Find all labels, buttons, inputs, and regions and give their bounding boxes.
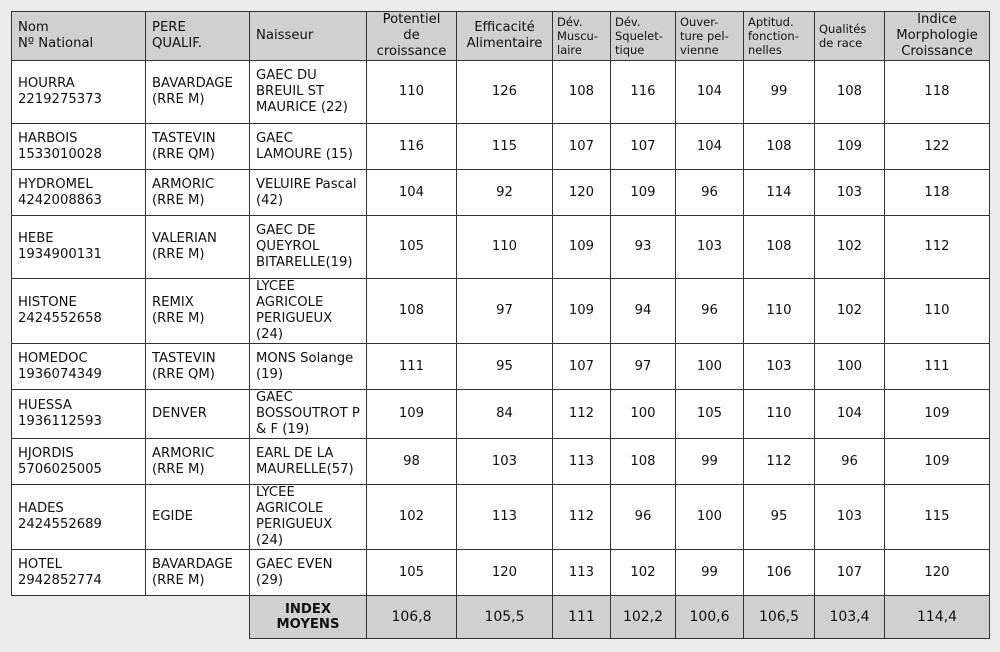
cell-pere-qualif: (RRE M) (152, 311, 205, 326)
header-nom (12, 12, 146, 61)
cell-pere (146, 390, 250, 439)
cell-potentiel: 105 (367, 216, 457, 279)
cell-naisseur: GAEC DE QUEYROL BITARELLE(19) (250, 216, 367, 279)
header-nom-line1: Nom (18, 20, 49, 35)
cell-nom-nom: HYDROMEL (18, 176, 93, 192)
header-ouverture: Ouver-ture pel-vienne (676, 12, 744, 61)
cell-indice: 110 (885, 279, 990, 344)
cell-nom-numero: 1936112593 (18, 414, 102, 429)
table-row (12, 279, 990, 344)
cell-aptitud: 106 (744, 550, 815, 596)
avg-indice: 114,4 (885, 596, 990, 639)
cell-efficacite: 95 (457, 344, 553, 390)
cell-nom-numero: 2424552689 (18, 517, 102, 532)
cell-nom (12, 344, 146, 390)
cell-ouverture: 104 (676, 124, 744, 170)
cell-indice: 112 (885, 216, 990, 279)
header-pere-line2: QUALIF. (152, 36, 202, 51)
cell-naisseur: GAEC BOSSOUTROT P & F (19) (250, 390, 367, 439)
cell-nom-numero: 5706025005 (18, 461, 102, 477)
cell-qualites: 102 (815, 216, 885, 279)
cell-ouverture: 104 (676, 61, 744, 124)
cell-ouverture: 99 (676, 550, 744, 596)
header-pere (146, 12, 250, 61)
cell-pere-qualif: (RRE M) (152, 247, 205, 262)
cell-aptitud: 95 (744, 485, 815, 550)
header-efficacite: Efficacité Alimentaire (457, 12, 553, 61)
cell-efficacite: 97 (457, 279, 553, 344)
cell-qualites: 109 (815, 124, 885, 170)
cell-nom (12, 550, 146, 596)
cell-pere-pere: TASTEVIN (152, 130, 216, 146)
table-row (12, 61, 990, 124)
avg-dev-musc: 111 (553, 596, 611, 639)
cell-nom (12, 61, 146, 124)
cell-nom (12, 390, 146, 439)
cell-aptitud: 103 (744, 344, 815, 390)
cell-pere (146, 124, 250, 170)
cell-nom (12, 124, 146, 170)
cell-dev-musc: 112 (553, 390, 611, 439)
cell-potentiel: 108 (367, 279, 457, 344)
cell-dev-squel: 94 (611, 279, 676, 344)
cell-ouverture: 96 (676, 279, 744, 344)
footer-blank (12, 596, 250, 639)
cell-dev-squel: 100 (611, 390, 676, 439)
cell-nom-numero: 2219275373 (18, 92, 102, 107)
cell-nom (12, 170, 146, 216)
cell-potentiel: 105 (367, 550, 457, 596)
table-row (12, 344, 990, 390)
cell-nom-nom: HISTONE (18, 295, 77, 310)
cell-pere (146, 550, 250, 596)
cell-efficacite: 120 (457, 550, 553, 596)
avg-qualites: 103,4 (815, 596, 885, 639)
footer-row (12, 596, 990, 639)
cell-efficacite: 110 (457, 216, 553, 279)
cell-naisseur: EARL DE LA MAURELLE(57) (250, 439, 367, 485)
cell-pere-pere: BAVARDAGE (152, 556, 233, 572)
cell-potentiel: 104 (367, 170, 457, 216)
avg-efficacite: 105,5 (457, 596, 553, 639)
cell-aptitud: 112 (744, 439, 815, 485)
avg-ouverture: 100,6 (676, 596, 744, 639)
header-dev-musc: Dév. Muscu-laire (553, 12, 611, 61)
cell-dev-squel: 108 (611, 439, 676, 485)
cell-nom-numero: 2942852774 (18, 572, 102, 588)
cell-dev-squel: 93 (611, 216, 676, 279)
cell-potentiel: 110 (367, 61, 457, 124)
cell-potentiel: 98 (367, 439, 457, 485)
cell-pere-qualif: (RRE M) (152, 461, 205, 477)
cell-naisseur: VELUIRE Pascal (42) (250, 170, 367, 216)
cell-efficacite: 103 (457, 439, 553, 485)
avg-aptitud: 106,5 (744, 596, 815, 639)
header-indice: Indice Morphologie Croissance (885, 12, 990, 61)
cell-qualites: 108 (815, 61, 885, 124)
cell-dev-musc: 108 (553, 61, 611, 124)
table-row (12, 550, 990, 596)
cell-aptitud: 110 (744, 279, 815, 344)
cell-ouverture: 105 (676, 390, 744, 439)
cell-nom-nom: HOURRA (18, 76, 75, 91)
cell-pere (146, 344, 250, 390)
cell-dev-musc: 120 (553, 170, 611, 216)
cell-naisseur: LYCEE AGRICOLE PERIGUEUX (24) (250, 485, 367, 550)
cell-nom (12, 279, 146, 344)
cell-aptitud: 108 (744, 124, 815, 170)
cell-dev-musc: 112 (553, 485, 611, 550)
cell-pere-qualif: (RRE M) (152, 192, 205, 208)
cell-nom (12, 439, 146, 485)
cell-nom (12, 216, 146, 279)
cell-pere (146, 61, 250, 124)
cell-dev-musc: 113 (553, 439, 611, 485)
avg-dev-squel: 102,2 (611, 596, 676, 639)
cell-naisseur: MONS Solange (19) (250, 344, 367, 390)
cell-nom-nom: HOMEDOC (18, 350, 88, 366)
cell-potentiel: 102 (367, 485, 457, 550)
cell-qualites: 103 (815, 485, 885, 550)
cell-qualites: 103 (815, 170, 885, 216)
cell-qualites: 102 (815, 279, 885, 344)
cell-nom-numero: 1934900131 (18, 247, 102, 262)
cell-indice: 115 (885, 485, 990, 550)
cell-indice: 118 (885, 61, 990, 124)
cell-pere-pere: DENVER (152, 406, 207, 421)
cell-nom-nom: HUESSA (18, 398, 72, 413)
table-row (12, 170, 990, 216)
cell-nom-numero: 4242008863 (18, 192, 102, 208)
cell-pere (146, 216, 250, 279)
cell-efficacite: 115 (457, 124, 553, 170)
cell-indice: 118 (885, 170, 990, 216)
cell-pere-qualif: (RRE QM) (152, 146, 215, 162)
cell-qualites: 100 (815, 344, 885, 390)
avg-potentiel: 106,8 (367, 596, 457, 639)
cell-ouverture: 99 (676, 439, 744, 485)
cell-pere-pere: VALERIAN (152, 231, 217, 246)
cell-dev-squel: 116 (611, 61, 676, 124)
cell-naisseur: GAEC EVEN (29) (250, 550, 367, 596)
cell-nom-numero: 2424552658 (18, 311, 102, 326)
cell-dev-musc: 109 (553, 279, 611, 344)
header-naisseur: Naisseur (250, 12, 367, 61)
cell-nom-nom: HADES (18, 501, 64, 516)
cell-naisseur: GAEC DU BREUIL ST MAURICE (22) (250, 61, 367, 124)
cell-indice: 109 (885, 390, 990, 439)
cell-qualites: 96 (815, 439, 885, 485)
cell-nom-nom: HJORDIS (18, 445, 74, 461)
cell-dev-musc: 109 (553, 216, 611, 279)
cell-dev-squel: 97 (611, 344, 676, 390)
cell-efficacite: 92 (457, 170, 553, 216)
cell-naisseur: LYCEE AGRICOLE PERIGUEUX (24) (250, 279, 367, 344)
footer-label: INDEX MOYENS (250, 596, 367, 639)
cell-indice: 120 (885, 550, 990, 596)
cell-dev-squel: 96 (611, 485, 676, 550)
cell-nom-numero: 1936074349 (18, 366, 102, 382)
cell-pere-pere: ARMORIC (152, 176, 215, 192)
cell-dev-musc: 107 (553, 344, 611, 390)
cell-pere-pere: REMIX (152, 295, 194, 310)
table-row (12, 439, 990, 485)
cell-pere (146, 439, 250, 485)
cell-qualites: 104 (815, 390, 885, 439)
cell-dev-squel: 102 (611, 550, 676, 596)
cell-ouverture: 100 (676, 485, 744, 550)
cell-indice: 109 (885, 439, 990, 485)
cell-dev-squel: 107 (611, 124, 676, 170)
cell-indice: 122 (885, 124, 990, 170)
cell-aptitud: 110 (744, 390, 815, 439)
cell-ouverture: 103 (676, 216, 744, 279)
cell-potentiel: 111 (367, 344, 457, 390)
cell-pere-pere: TASTEVIN (152, 350, 216, 366)
cell-potentiel: 116 (367, 124, 457, 170)
table-row (12, 390, 990, 439)
cell-indice: 111 (885, 344, 990, 390)
cell-pere-qualif: (RRE QM) (152, 366, 215, 382)
cell-pere-qualif: (RRE M) (152, 572, 205, 588)
cell-dev-squel: 109 (611, 170, 676, 216)
cell-nom-nom: HARBOIS (18, 130, 78, 146)
cell-aptitud: 114 (744, 170, 815, 216)
cell-efficacite: 126 (457, 61, 553, 124)
bull-index-table (11, 11, 990, 639)
cell-pere-pere: ARMORIC (152, 445, 215, 461)
header-row (12, 12, 990, 61)
cell-efficacite: 84 (457, 390, 553, 439)
cell-aptitud: 108 (744, 216, 815, 279)
cell-pere-pere: BAVARDAGE (152, 76, 233, 91)
header-dev-squel: Dév. Squelet-tique (611, 12, 676, 61)
cell-potentiel: 109 (367, 390, 457, 439)
header-nom-line2: Nº National (18, 36, 94, 51)
cell-aptitud: 99 (744, 61, 815, 124)
cell-pere (146, 485, 250, 550)
cell-dev-musc: 113 (553, 550, 611, 596)
table-row (12, 485, 990, 550)
cell-ouverture: 100 (676, 344, 744, 390)
table-row (12, 216, 990, 279)
table-row (12, 124, 990, 170)
cell-pere (146, 279, 250, 344)
cell-efficacite: 113 (457, 485, 553, 550)
cell-dev-musc: 107 (553, 124, 611, 170)
cell-nom-nom: HOTEL (18, 556, 63, 572)
cell-pere (146, 170, 250, 216)
header-potentiel: Potentiel de croissance (367, 12, 457, 61)
cell-naisseur: GAEC LAMOURE (15) (250, 124, 367, 170)
header-aptitud: Aptitud. fonction-nelles (744, 12, 815, 61)
header-qualites: Qualités de race (815, 12, 885, 61)
cell-ouverture: 96 (676, 170, 744, 216)
header-pere-line1: PERE (152, 20, 186, 35)
cell-pere-pere: EGIDE (152, 509, 193, 524)
cell-nom-numero: 1533010028 (18, 146, 102, 162)
cell-nom-nom: HEBE (18, 231, 54, 246)
cell-pere-qualif: (RRE M) (152, 92, 205, 107)
cell-qualites: 107 (815, 550, 885, 596)
cell-nom (12, 485, 146, 550)
